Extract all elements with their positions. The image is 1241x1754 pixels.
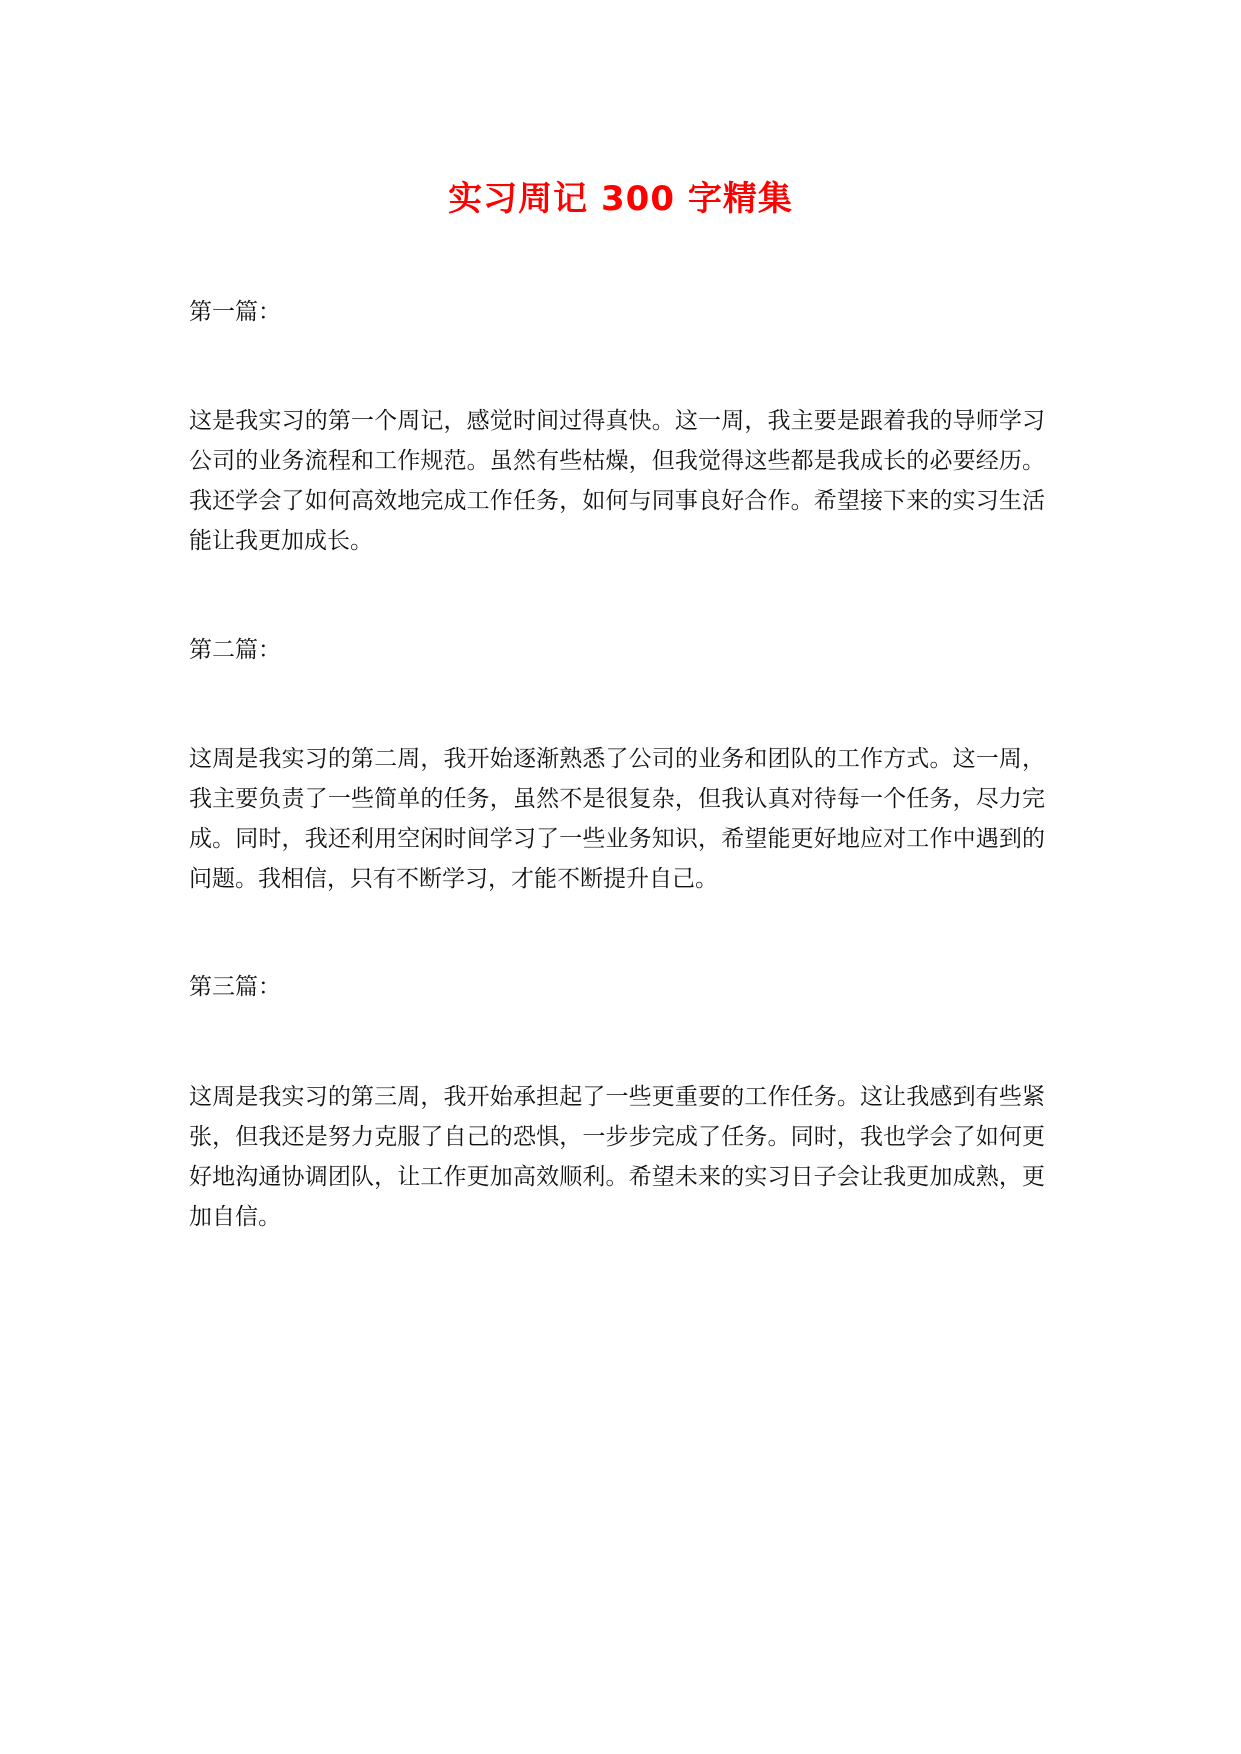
page-title: 实习周记 300 字精集 xyxy=(448,179,793,219)
section-heading-3: 第三篇： xyxy=(189,974,281,1000)
section-body-3: 这周是我实习的第三周，我开始承担起了一些更重要的工作任务。这让我感到有些紧张，但我还是努力克服了自己的恐惧，一步步完成了任务。同时，我也学会了如何更好地沟通协调团队，让工作更加高效顺利。希望未来的实习日子会让我更加成熟，更加自信。 xyxy=(189,1084,1045,1230)
section-body-1: 这是我实习的第一个周记，感觉时间过得真快。这一周，我主要是跟着我的导师学习公司的业务流程和工作规范。虽然有些枯燥，但我觉得这些都是我成长的必要经历。我还学会了如何高效地完成工作任务，如何与同事良好合作。希望接下来的实习生活能让我更加成长。 xyxy=(189,408,1045,554)
section-body-2: 这周是我实习的第二周，我开始逐渐熟悉了公司的业务和团队的工作方式。这一周，我主要负责了一些简单的任务，虽然不是很复杂，但我认真对待每一个任务，尽力完成。同时，我还利用空闲时间学习了一些业务知识，希望能更好地应对工作中遇到的问题。我相信，只有不断学习，才能不断提升自己。 xyxy=(189,746,1045,892)
section-heading-2: 第二篇： xyxy=(189,637,281,663)
section-heading-1: 第一篇： xyxy=(189,299,281,325)
